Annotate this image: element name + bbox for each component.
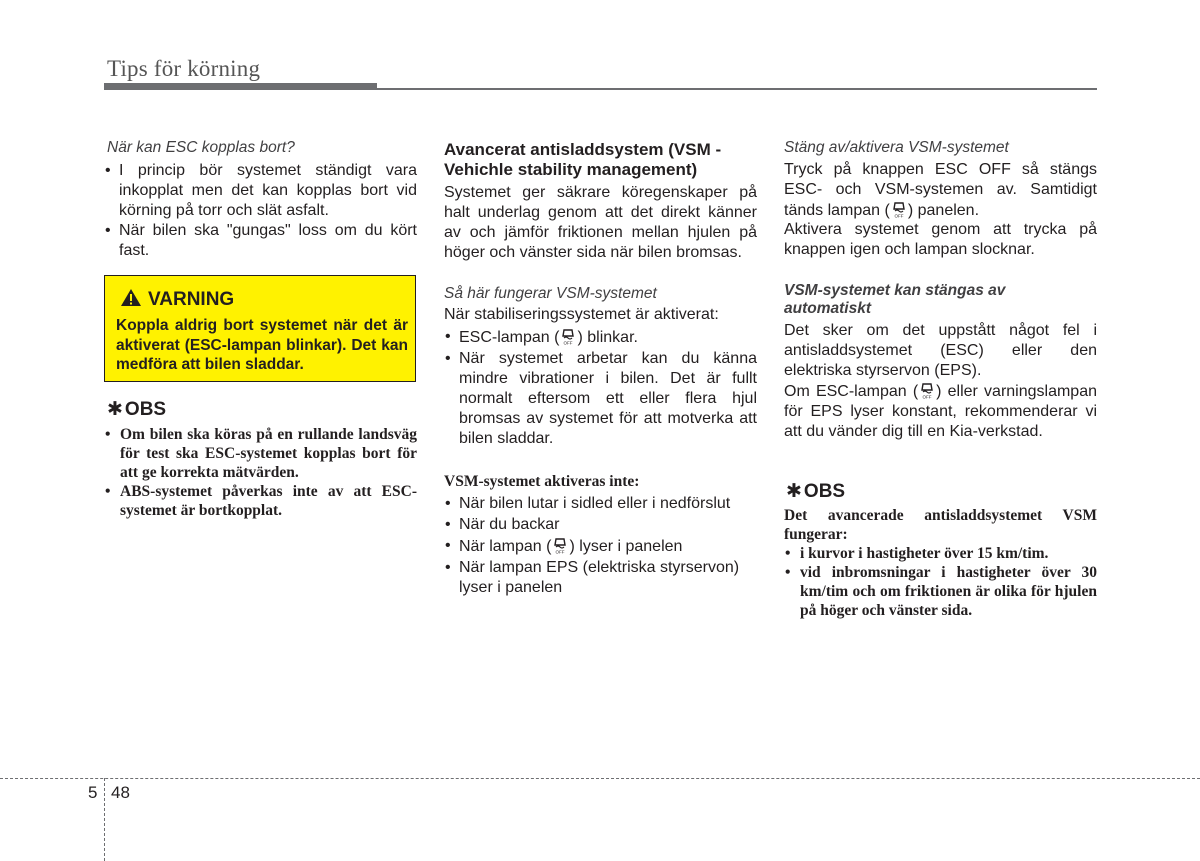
list-item: • i kurvor i hastigheter över 15 km/tim. — [785, 545, 1049, 562]
vsm-intro: Systemet ger säkrare köregenskaper på halt underlag genom att det direkt känner av och jämför friktionen mellan hjulen på höger och vänster sida när bilen bromsas. — [444, 184, 757, 261]
vsm-off-p1: Tryck på knappen ESC OFF så stängs ESC- och VSM-systemen av. Samtidigt tänds lampan ( OFF ) panelen. — [784, 161, 1097, 219]
list-item: • När lampan EPS (elektriska styrservon) lyser i panelen — [445, 559, 740, 596]
list-item: • När bilen ska "gungas" loss om du kört fast. — [105, 222, 417, 259]
warning-box — [104, 275, 416, 382]
vsm-auto-heading: VSM-systemet kan stängas av automatiskt — [784, 282, 1006, 317]
svg-text:OFF: OFF — [563, 340, 573, 345]
vsm-auto-p1: Det sker om det uppstått något fel i antisladdsystemet (ESC) eller den elektriska styrservon (EPS). — [784, 322, 1097, 379]
vsm-auto-p2: Om ESC-lampan ( OFF ) eller varningslampan för EPS lyser konstant, rekommenderar vi att du vänder dig till en Kia-verkstad. — [784, 383, 1097, 440]
svg-text:OFF: OFF — [555, 549, 565, 554]
vsm-off-p2: Aktivera systemet genom att trycka på knappen igen och lampan slocknar. — [784, 221, 1097, 258]
page-number: 48 — [111, 783, 130, 802]
svg-text:OFF: OFF — [922, 394, 932, 399]
svg-text:OFF: OFF — [894, 213, 904, 218]
esc-disable-list — [104, 161, 417, 261]
how-vsm-heading: Så här fungerar VSM-systemet — [444, 285, 657, 302]
obs-star-icon: ✱ — [786, 481, 802, 502]
esc-off-icon — [891, 200, 907, 218]
esc-off-icon — [560, 327, 576, 345]
warning-title: VARNING — [120, 288, 234, 314]
warning-text: Koppla aldrig bort systemet när det är aktiverat (ESC-lampan blinkar). Det kan medföra att bilen sladdar. — [116, 317, 408, 373]
vsm-off-heading: Stäng av/aktivera VSM-systemet — [784, 139, 1009, 156]
obs-list — [784, 544, 1097, 620]
esc-off-icon — [919, 381, 935, 399]
list-item: • När bilen lutar i sidled eller i nedförslut — [445, 495, 731, 512]
obs-list — [104, 425, 417, 520]
how-vsm-intro: När stabiliseringssystemet är aktiverat: — [444, 306, 719, 323]
chapter-number: 5 — [88, 783, 98, 802]
list-item: • I princip bör systemet ständigt vara inkopplat men det kan kopplas bort vid körning på torr och slät asfalt. — [105, 162, 417, 219]
obs-heading: ✱ OBS — [107, 399, 167, 420]
list-item: • När lampan ( OFF ) lyser i panelen — [445, 537, 683, 555]
list-item: • ABS-systemet påverkas inte av att ESC-systemet är bortkopplat. — [105, 483, 417, 519]
esc-disable-heading: När kan ESC kopplas bort? — [107, 139, 295, 156]
obs-intro: Det avancerade antisladdsystemet VSM fungerar: — [784, 507, 1097, 543]
vsm-heading: Avancerat antisladdsystem (VSM - Vehichle stability management) — [444, 140, 722, 179]
how-vsm-list — [444, 327, 757, 449]
list-item: • vid inbromsningar i hastigheter över 30 km/tim och om friktionen är olika för hjulen på höger och vänster sida. — [785, 564, 1097, 619]
footer-margin-rule — [104, 778, 105, 861]
list-item: • När systemet arbetar kan du känna mindre vibrationer i bilen. Det är fullt normalt eftersom ett eller flera hjul bromsas av systemet för att motverka att bilen sladdar. — [445, 350, 757, 447]
obs-heading: ✱ OBS — [786, 481, 846, 502]
esc-off-icon — [552, 536, 568, 554]
list-item: • När du backar — [445, 516, 560, 533]
footer-rule — [0, 778, 1200, 779]
list-item: • Om bilen ska köras på en rullande landsväg för test ska ESC-systemet kopplas bort för att ge korrekta mätvärden. — [105, 426, 417, 481]
header-rule-thin — [104, 88, 1097, 90]
section-title: Tips för körning — [107, 56, 261, 81]
vsm-inactive-heading: VSM-systemet aktiveras inte: — [444, 473, 640, 490]
list-item: • ESC-lampan ( OFF ) blinkar. — [445, 328, 638, 346]
vsm-inactive-list — [444, 494, 757, 598]
obs-star-icon: ✱ — [107, 399, 123, 420]
warning-triangle-icon — [120, 288, 142, 314]
